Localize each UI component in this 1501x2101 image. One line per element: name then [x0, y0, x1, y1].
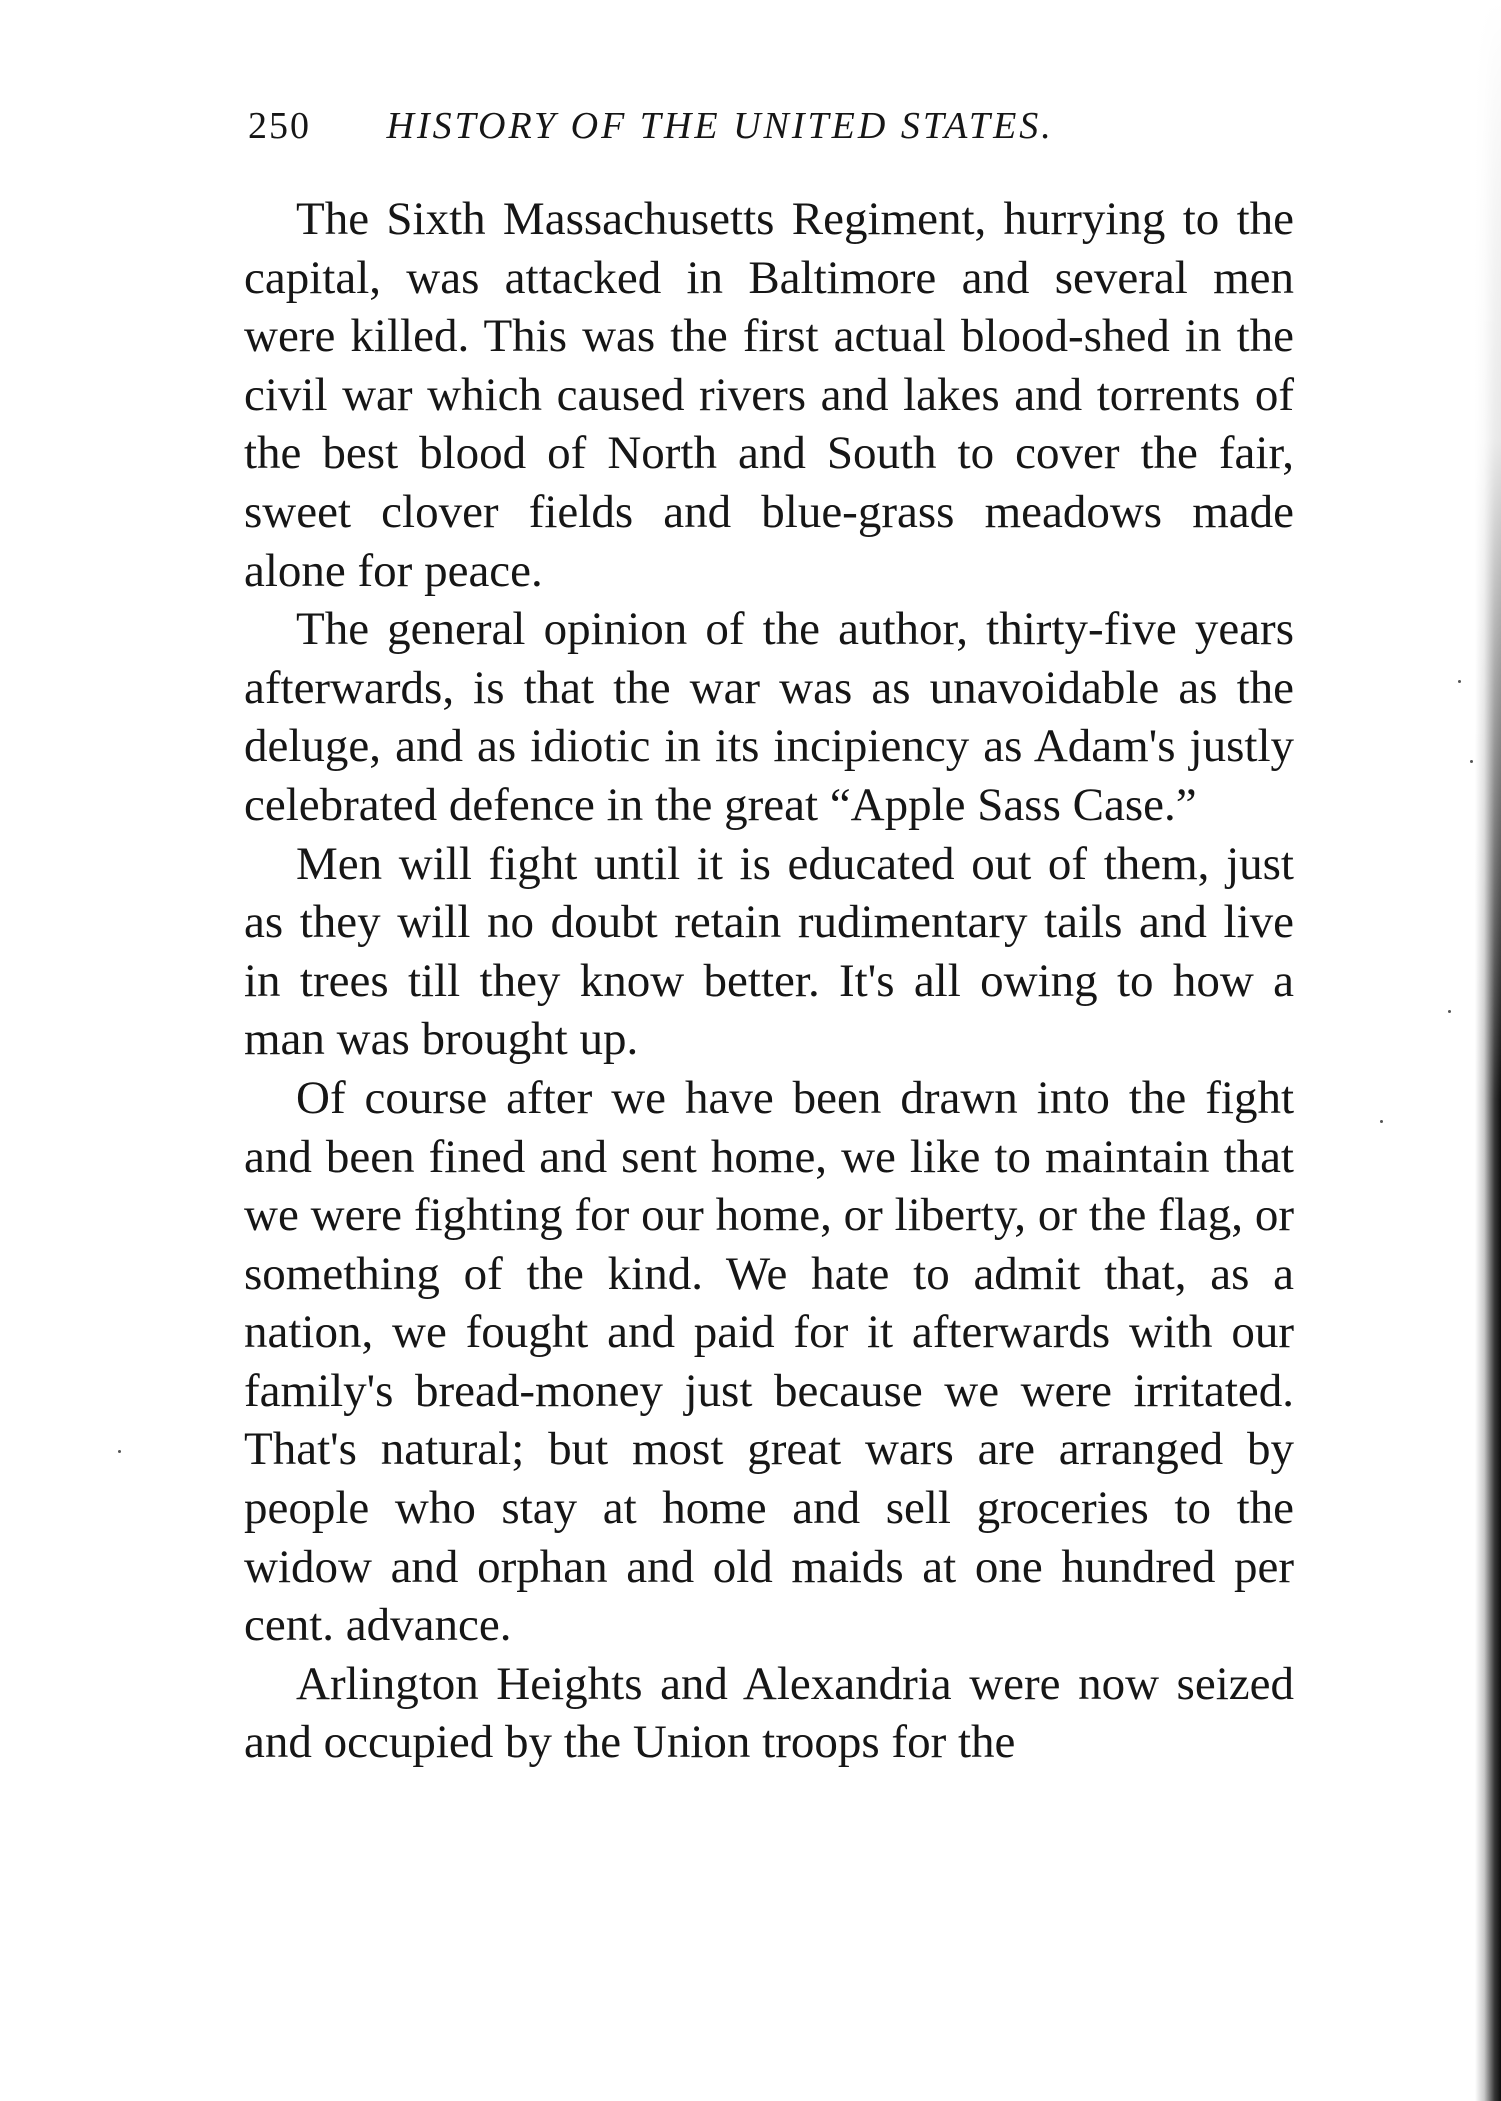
- paragraph-continued: Arlington Heights and Alexandria were now seized and occupied by the Union troops for the: [244, 1657, 1294, 1769]
- paragraph: The Sixth Massachusetts Regiment, hurrying to the capital, was attacked in Baltimore and several men were killed. This was the first actual blood-shed in the civil war which caused rivers and lakes and torrents of the best blood of North and South to cover the fair, sweet clover fields and blue-grass meadows made alone for peace.: [244, 193, 1294, 597]
- running-head: HISTORY OF THE UNITED STATES.: [386, 105, 1054, 147]
- scan-speck: [1448, 1010, 1451, 1013]
- scan-speck: [1458, 680, 1461, 683]
- page-number: 250: [248, 105, 311, 147]
- paragraph: Men will fight until it is educated out of them, just as they will no doubt retain rudimentary tails and live in trees till they know better. It's all owing to how a man was brought up.: [244, 837, 1294, 1066]
- scan-edge-fade: [1475, 0, 1501, 1100]
- body-text: [244, 190, 1294, 1772]
- paragraph: The general opinion of the author, thirty-five years afterwards, is that the war was as unavoidable as the deluge, and as idiotic in its incipiency as Adam's justly celebrated defence in the great “Apple Sass Case.”: [244, 603, 1294, 831]
- scan-speck: [1470, 760, 1473, 763]
- page-header: [248, 104, 1298, 154]
- scan-speck: [118, 1450, 121, 1453]
- paragraph: Of course after we have been drawn into the fight and been fined and sent home, we like to maintain that we were fighting for our home, or liberty, or the flag, or something of the kind. We hate to admit that, as a nation, we fought and paid for it afterwards with our family's bread-money just because we were irritated. That's natural; but most great wars are arranged by people who stay at home and sell groceries to the widow and orphan and old maids at one hundred per cent. advance.: [244, 1071, 1294, 1652]
- scan-speck: [1380, 1120, 1383, 1123]
